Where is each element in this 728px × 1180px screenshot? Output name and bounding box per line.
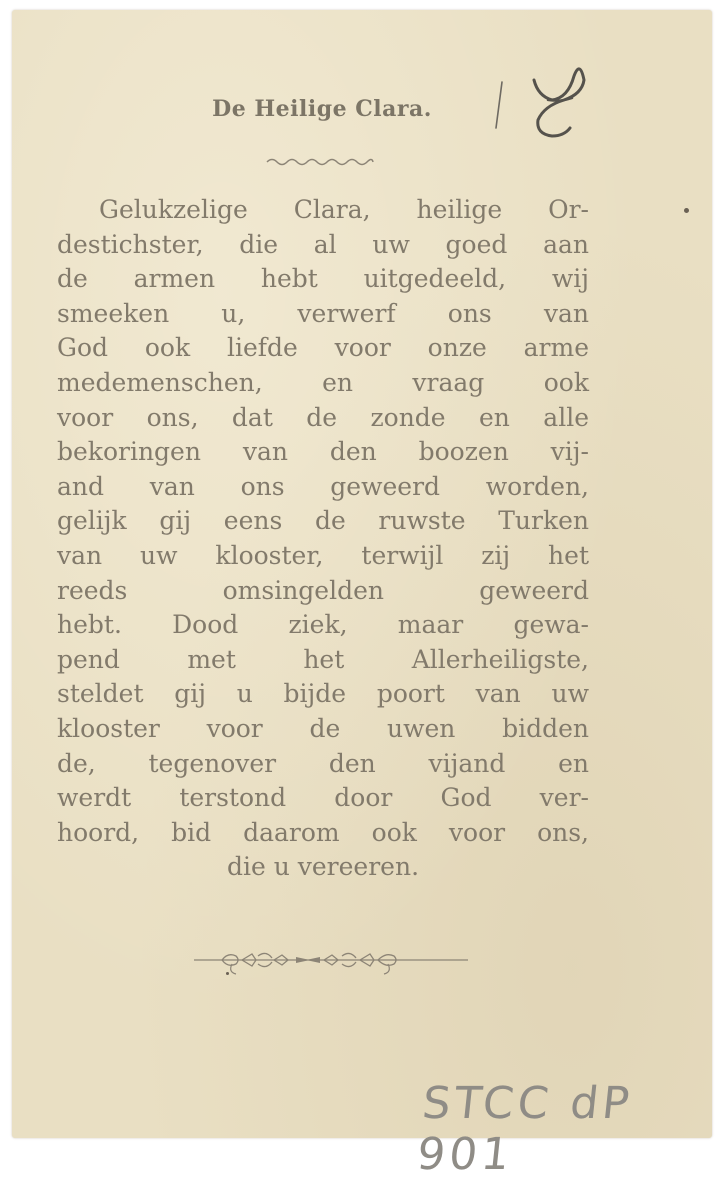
prayer-line: smeeken u, verwerf ons van xyxy=(57,298,589,328)
prayer-text xyxy=(57,193,589,885)
prayer-line: Gelukzelige Clara, heilige Or- xyxy=(99,195,589,224)
prayer-line: de, tegenover den vijand en xyxy=(57,748,589,778)
prayer-line: destichster, die al uw goed aan xyxy=(57,229,589,259)
prayer-line: voor ons, dat de zonde en alle xyxy=(57,402,589,432)
paper-speck xyxy=(684,208,689,213)
prayer-line: reeds omsingelden geweerd xyxy=(57,575,589,605)
prayer-line: bekoringen van den boozen vij- xyxy=(57,437,589,467)
prayer-line: God ook liefde voor onze arme xyxy=(57,333,589,363)
prayer-line: medemenschen, en vraag ook xyxy=(57,367,589,397)
paper-speck xyxy=(226,972,229,975)
prayer-line: gelijk gij eens de ruwste Turken xyxy=(57,506,589,536)
devotional-card xyxy=(12,10,712,1180)
prayer-line: werdt terstond door God ver- xyxy=(57,783,589,813)
catalog-number: STCC dP 901 xyxy=(414,1078,636,1180)
prayer-line: pend met het Allerheiligste, xyxy=(57,644,589,674)
prayer-line: hoord, bid daarom ook voor ons, xyxy=(57,817,589,847)
handwritten-letter-mark-icon xyxy=(494,50,604,150)
prayer-line: van uw klooster, terwijl zij het xyxy=(57,540,589,570)
prayer-line: hebt. Dood ziek, maar gewa- xyxy=(57,610,589,640)
scroll-ornament-icon xyxy=(192,946,472,978)
prayer-line: and van ons geweerd worden, xyxy=(57,471,589,501)
prayer-line: de armen hebt uitgedeeld, wij xyxy=(57,264,589,294)
prayer-line-last: die u vereeren. xyxy=(226,852,420,882)
wavy-line-ornament-icon xyxy=(265,156,375,168)
card-title: De Heilige Clara. xyxy=(212,96,432,122)
prayer-line: klooster voor de uwen bidden xyxy=(57,713,589,743)
prayer-line: steldet gij u bijde poort van uw xyxy=(57,679,589,709)
